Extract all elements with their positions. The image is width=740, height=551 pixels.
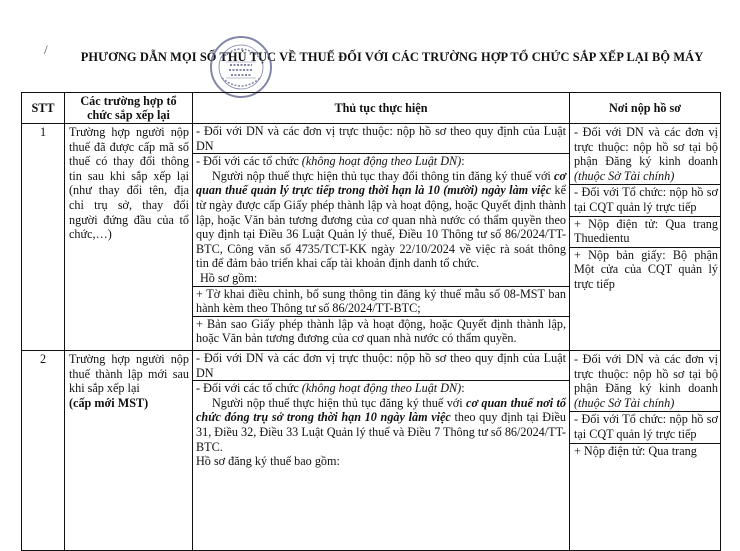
table-row	[22, 124, 721, 351]
proc-doc-item: + Bản sao Giấy phép thành lập và hoạt động, hoặc Quyết định thành lập, hoặc Văn bản tương đương của cơ quan nhà nước có thẩm quyền.	[196, 316, 566, 346]
stamp-icon	[212, 38, 270, 96]
proc-body-emph: cơ quan thuế nơi tổ chức đóng trụ sở trong thời hạn 10 ngày làm việc	[196, 395, 566, 425]
header-case-line2: chức sắp xếp lại	[87, 108, 170, 122]
proc-org-heading	[196, 381, 566, 396]
place-dn	[574, 125, 718, 183]
row-place	[570, 124, 721, 351]
proc-org-lead: - Đối với các tổ chức	[196, 381, 302, 396]
proc-org-heading	[196, 154, 566, 169]
row-stt: 1	[22, 124, 65, 351]
page-mark: /	[44, 42, 48, 57]
row-place	[570, 351, 721, 551]
proc-doc-item: + Tờ khai điều chỉnh, bổ sung thông tin đăng ký thuế mẫu số 08-MST ban hành kèm theo Thông tư số 86/2024/TT-BTC;	[196, 286, 566, 316]
place-dn	[574, 352, 718, 410]
proc-dn-text: - Đối với DN và các đơn vị trực thuộc: nộp hồ sơ theo quy định của Luật DN	[196, 124, 566, 153]
proc-body-rest: theo quy định tại Điều 31, Điều 32, Điều 33 Luật Quản lý thuế và Điều 7 Thông tư số 86/2024/TT-BTC.	[196, 410, 566, 454]
place-dn-text: - Đối với DN và các đơn vị trực thuộc: nộp hồ sơ tại bộ phận Đăng ký kinh doanh	[574, 125, 718, 169]
place-electronic: + Nộp điện tử: Qua trang Thuedientu	[574, 216, 718, 246]
proc-org-lead: - Đối với các tổ chức	[196, 154, 302, 169]
place-org: - Đối với Tổ chức: nộp hồ sơ tại CQT quản lý trực tiếp	[574, 185, 718, 214]
place-dn-text: - Đối với DN và các đơn vị trực thuộc: nộp hồ sơ tại bộ phận Đăng ký kinh doanh	[574, 352, 718, 396]
table-row	[22, 351, 721, 551]
official-stamp	[210, 36, 272, 98]
proc-body-emph: cơ quan thuế quản lý trực tiếp trong thời hạn là 10 (mười) ngày làm việc	[196, 168, 566, 198]
proc-body-lead: Người nộp thuế thực hiện thủ tục thay đổi thông tin đăng ký thuế với	[212, 168, 555, 183]
header-case-line1: Các trường hợp tổ	[80, 94, 177, 108]
place-org: - Đối với Tổ chức: nộp hồ sơ tại CQT quản lý trực tiếp	[574, 412, 718, 441]
proc-body-lead: Người nộp thuế thực hiện thủ tục đăng ký thuế với	[212, 395, 467, 410]
row-case-bold: (cấp mới MST)	[69, 395, 149, 410]
header-case	[65, 93, 193, 124]
proc-org-italic: (không hoạt động theo Luật DN)	[301, 154, 462, 169]
place-dn-italic: (thuộc Sở Tài chính)	[574, 168, 675, 183]
row-procedure	[193, 124, 570, 351]
row-case-text: Trường hợp người nộp thuế thành lập mới sau khi sắp xếp lại	[69, 352, 189, 396]
row-stt: 2	[22, 351, 65, 551]
proc-dn-text: - Đối với DN và các đơn vị trực thuộc: nộp hồ sơ theo quy định của Luật DN	[196, 351, 566, 380]
proc-org-colon: :	[461, 381, 465, 396]
place-dn-italic: (thuộc Sở Tài chính)	[574, 395, 675, 410]
proc-org-body	[196, 396, 566, 454]
row-case	[65, 351, 193, 551]
header-procedure: Thủ tục thực hiện	[193, 93, 570, 124]
procedure-table	[21, 92, 721, 551]
header-stt: STT	[22, 93, 65, 124]
document-title: PHƯƠNG DẪN MỌI SỐ THỦ TỤC VỀ THUẾ ĐỐI VỚI CÁC TRƯỜNG HỢP TỔ CHỨC SẮP XẾP LẠI BỘ MÁY	[80, 50, 704, 64]
place-electronic: + Nộp điện tử: Qua trang	[574, 443, 697, 458]
proc-org-colon: :	[461, 154, 465, 169]
proc-docs-heading: Hồ sơ gồm:	[200, 270, 258, 285]
proc-org-body	[196, 169, 566, 271]
proc-body-rest: kể từ ngày được cấp Giấy phép thành lập và hoạt động, hoặc Quyết định thành lập, hoặc Văn bản tương đương của cơ quan nhà nước có thẩm quyền theo quy định tại Điều 36 Luật Quản lý thuế, Điều 10 Thông tư số 86/2024/TT-BTC, Công văn số 4735/TCT-KK ngày 22/10/2024 về việc rà soát thông tin để đảm bảo triển khai cấp tài khoản định danh tổ chức.	[196, 183, 566, 271]
header-place: Nơi nộp hồ sơ	[570, 93, 721, 124]
place-paper: + Nộp bản giấy: Bộ phận Một cửa của CQT quản lý trực tiếp	[574, 247, 718, 291]
row-case: Trường hợp người nộp thuế đã được cấp mã số thuế có thay đổi thông tin sau khi sắp xếp lại (như thay đổi tên, địa chỉ trụ sở, thay đổi người đứng đầu của tổ chức,…)	[65, 124, 193, 351]
row-procedure	[193, 351, 570, 551]
proc-docs-heading: Hồ sơ đăng ký thuế bao gồm:	[196, 454, 340, 469]
table-header-row	[22, 93, 721, 124]
proc-org-italic: (không hoạt động theo Luật DN)	[301, 381, 462, 396]
